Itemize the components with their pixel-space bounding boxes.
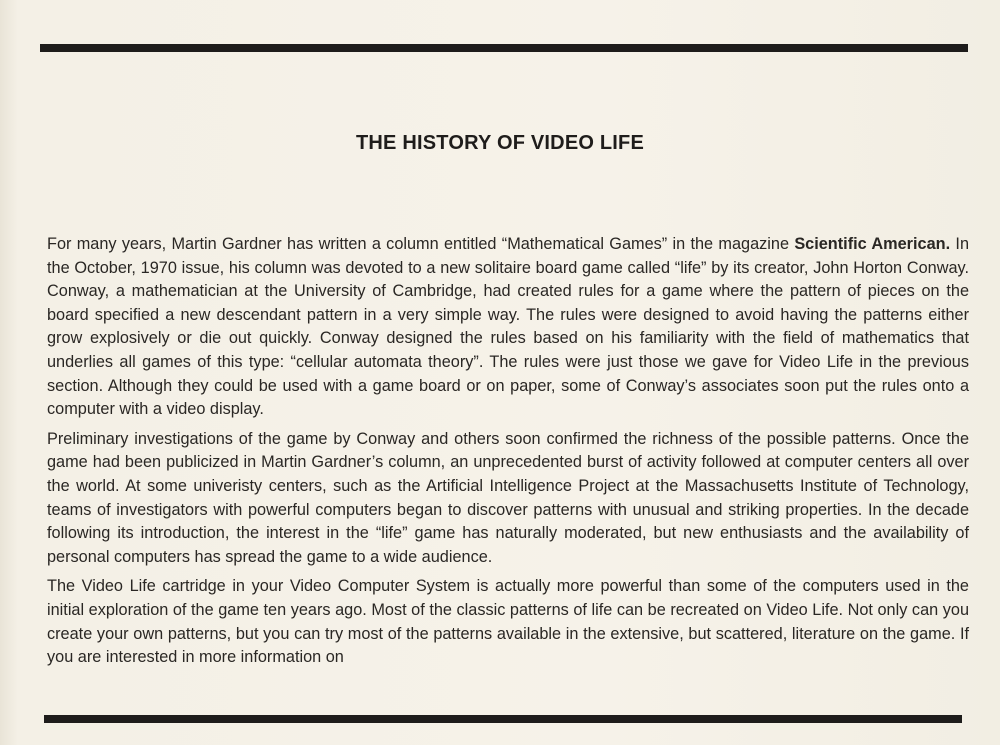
top-rule-divider bbox=[40, 44, 968, 52]
body-text bbox=[47, 233, 969, 676]
paragraph-3: The Video Life cartridge in your Video Computer System is actually more powerful than some of the computers used in the initial exploration of the game ten years ago. Most of the classic patterns of life can be recreated on Video Life. Not only can you create your own patterns, but you can try most of the patterns available in the extensive, but scattered, literature on the game. If you are interested in more information on bbox=[47, 577, 969, 667]
paragraph-1-text-before: For many years, Martin Gardner has written a column entitled “Mathematical Games” in the magazine bbox=[47, 235, 795, 253]
page-title: THE HISTORY OF VIDEO LIFE bbox=[356, 132, 644, 154]
magazine-name: Scientific American. bbox=[794, 235, 951, 253]
paragraph-2: Preliminary investigations of the game by Conway and others soon confirmed the richness of the possible patterns. Once the game had been publicized in Martin Gardner’s column, an unprecedented burst of activity followed at computer centers all over the world. At some univeristy centers, such as the Artificial Intelligence Project at the Massachusetts Institute of Technology, teams of investigators with powerful computers began to discover patterns with unusual and striking properties. In the decade following its introduction, the interest in the “life” game has naturally moderated, but new enthusiasts and the availability of personal computers has spread the game to a wide audience. bbox=[47, 429, 969, 566]
bottom-rule-divider bbox=[44, 715, 962, 723]
paragraph-1 bbox=[47, 233, 969, 422]
paragraph-1-text-after: In the October, 1970 issue, his column was devoted to a new solitaire board game called “life” by its creator, John Horton Conway. Conway, a mathematician at the University of Cambridge, had created rules for a game where the pattern of pieces on the board specified a new descendant pattern in a very simple way. The rules were designed to avoid having the patterns either grow explosively or die out quickly. Conway designed the rules based on his familiarity with the field of mathematics that underlies all games of this type: “cellular automata theory”. The rules were just those we gave for Video Life in the previous section. Although they could be used with a game board or on paper, some of Conway’s associates soon put the rules onto a computer with a video display. bbox=[47, 235, 970, 419]
